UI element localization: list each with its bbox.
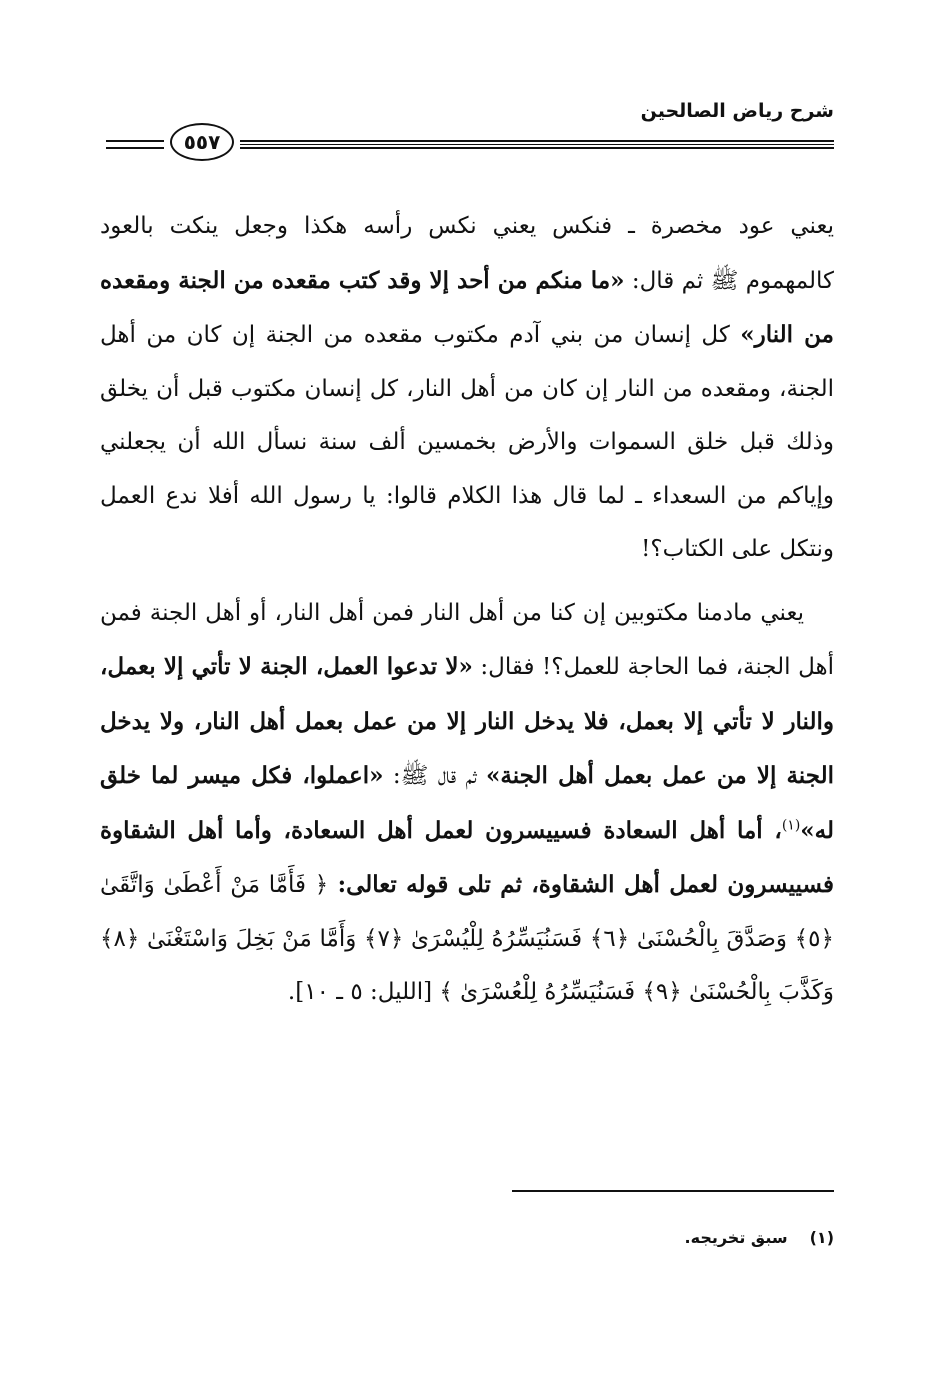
footnote-text: سبق تخريجه. — [684, 1228, 788, 1247]
text-span: يعني مادمنا مكتوبين إن كنا من أهل النار فمن أهل النار، أو أهل الجنة فمن أهل الجنة، فما الحاجة للعمل؟! فقال: — [100, 599, 835, 680]
text-span: يعني عود مخصرة ـ فنكس يعني نكس رأسه هكذا وجعل ينكت بالعود كالمهموم ﷺ ثم قال: — [100, 213, 834, 294]
hadith-quote: «ما منكم من أحد إلا وقد كتب مقعده من الجنة ومقعده من النار» — [100, 266, 834, 348]
header-rule — [240, 140, 834, 149]
footnote — [685, 1228, 834, 1247]
hadith-quote: «اعملوا، فكل ميسر لما خلق له» — [100, 762, 834, 844]
page-number: ٥٥٧ — [170, 123, 234, 161]
footnote-separator — [512, 1190, 834, 1192]
verse-reference: [الليل: ٥ ـ ١٠]. — [287, 979, 440, 1005]
header-rule-short — [106, 140, 164, 149]
paragraph — [100, 587, 834, 1020]
page-header — [100, 88, 834, 168]
hadith-quote: «لا تدعوا العمل، الجنة لا تأتي إلا بعمل، والنار لا تأتي إلا بعمل، فلا يدخل النار إلا من عمل بعمل أهل النار، ولا يدخل الجنة إلا من عمل بعمل أهل الجنة» — [100, 653, 834, 789]
text-span: كل إنسان من بني آدم مكتوب مقعده من الجنة إن كان من أهل الجنة، ومقعده من النار إن كان من أهل النار، كل إنسان مكتوب قبل أن يخلق وذلك قبل خلق السموات والأرض بخمسين ألف سنة نسأل الله أن يجعلني وإياكم من السعداء ـ لما قال هذا الكلام قالوا: يا رسول الله أفلا ندع العمل ونتكل على الكتاب؟! — [100, 322, 834, 562]
footnote-marker[interactable]: (١) — [781, 816, 801, 833]
text-span: ، أما أهل السعادة فسييسرون لعمل أهل السعادة، وأما أهل الشقاوة فسييسرون لعمل أهل الشقاوة، ثم تلى قوله تعالى: — [100, 816, 835, 898]
footnote-number: (١) — [809, 1228, 834, 1247]
body-text — [100, 200, 834, 1020]
quran-verse: ﴿ فَأَمَّا مَنْ أَعْطَىٰ وَاتَّقَىٰ ﴿٥﴾ وَصَدَّقَ بِالْحُسْنَىٰ ﴿٦﴾ فَسَنُيَسِّرُهُ لِلْيُسْرَىٰ ﴿٧﴾ وَأَمَّا مَنْ بَخِلَ وَاسْتَغْنَىٰ ﴿٨﴾ وَكَذَّبَ بِالْحُسْنَىٰ ﴿٩﴾ فَسَنُيَسِّرُهُ لِلْعُسْرَىٰ ﴾ — [100, 872, 835, 1005]
text-span: ثم قال ﷺ: — [383, 763, 486, 789]
paragraph — [100, 200, 834, 577]
book-title: شرح رياض الصالحين — [640, 100, 834, 122]
